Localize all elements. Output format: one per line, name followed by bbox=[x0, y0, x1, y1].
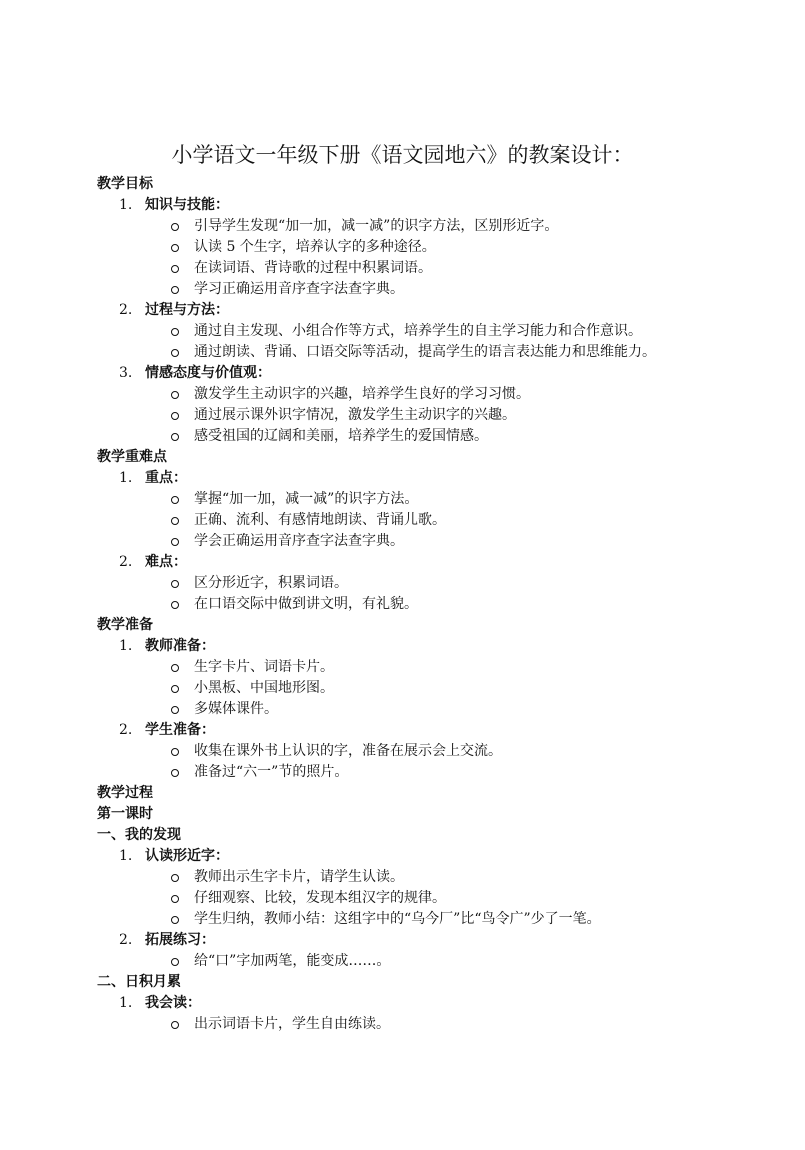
bullet-item bbox=[97, 279, 777, 300]
bullet-text: 学会正确运用音序查字法查字典。 bbox=[194, 533, 404, 549]
hollow-bullet-icon bbox=[171, 223, 179, 231]
hollow-bullet-icon bbox=[171, 391, 179, 399]
outline-item bbox=[97, 300, 777, 321]
outline-item bbox=[97, 993, 777, 1014]
document-title: 小学语文一年级下册《语文园地六》的教案设计： bbox=[171, 143, 634, 167]
hollow-bullet-icon bbox=[171, 706, 179, 714]
bullet-text: 多媒体课件。 bbox=[194, 701, 278, 717]
outline-item bbox=[97, 195, 777, 216]
bullet-item bbox=[97, 258, 777, 279]
item-label: 情感态度与价值观： bbox=[145, 365, 271, 381]
item-number: 1. bbox=[119, 470, 133, 486]
item-label: 学生准备： bbox=[145, 722, 215, 738]
bullet-text: 出示词语卡片，学生自由练读。 bbox=[194, 1016, 390, 1032]
hollow-bullet-icon bbox=[171, 685, 179, 693]
bullet-text: 在口语交际中做到讲文明，有礼貌。 bbox=[194, 596, 418, 612]
bullet-item bbox=[97, 405, 777, 426]
item-label: 难点： bbox=[145, 554, 187, 570]
bullet-item bbox=[97, 573, 777, 594]
hollow-bullet-icon bbox=[171, 958, 179, 966]
hollow-bullet-icon bbox=[171, 538, 179, 546]
section-heading: 教学目标 bbox=[97, 176, 153, 192]
hollow-bullet-icon bbox=[171, 412, 179, 420]
bullet-text: 收集在课外书上认识的字，准备在展示会上交流。 bbox=[194, 743, 502, 759]
bullet-text: 学习正确运用音序查字法查字典。 bbox=[194, 281, 404, 297]
bullet-item bbox=[97, 741, 777, 762]
bullet-item bbox=[97, 699, 777, 720]
hollow-bullet-icon bbox=[171, 916, 179, 924]
item-label: 教师准备： bbox=[145, 638, 215, 654]
bullet-item bbox=[97, 678, 777, 699]
hollow-bullet-icon bbox=[171, 580, 179, 588]
hollow-bullet-icon bbox=[171, 328, 179, 336]
hollow-bullet-icon bbox=[171, 748, 179, 756]
item-number: 1. bbox=[119, 197, 133, 213]
item-label: 过程与方法： bbox=[145, 302, 229, 318]
item-label: 重点： bbox=[145, 470, 187, 486]
item-number: 3. bbox=[119, 365, 133, 381]
bullet-text: 区分形近字，积累词语。 bbox=[194, 575, 348, 591]
section-heading: 教学过程 bbox=[97, 785, 153, 801]
hollow-bullet-icon bbox=[171, 1021, 179, 1029]
bullet-item bbox=[97, 888, 777, 909]
section-heading: 教学重难点 bbox=[97, 449, 167, 465]
outline-item bbox=[97, 720, 777, 741]
document-body bbox=[97, 174, 777, 1035]
bullet-text: 认读 5 个生字，培养认字的多种途径。 bbox=[194, 239, 436, 255]
hollow-bullet-icon bbox=[171, 517, 179, 525]
section-heading: 一、我的发现 bbox=[97, 827, 181, 843]
bullet-item bbox=[97, 510, 777, 531]
section-heading: 二、日积月累 bbox=[97, 974, 181, 990]
bullet-text: 在读词语、背诗歌的过程中积累词语。 bbox=[194, 260, 432, 276]
bullet-text: 激发学生主动识字的兴趣，培养学生良好的学习习惯。 bbox=[194, 386, 530, 402]
bullet-text: 学生归纳，教师小结：这组字中的“乌今厂”比“鸟令广”少了一笔。 bbox=[194, 911, 601, 927]
item-label: 认读形近字： bbox=[145, 848, 229, 864]
item-label: 知识与技能： bbox=[145, 197, 229, 213]
bullet-text: 小黑板、中国地形图。 bbox=[194, 680, 334, 696]
bullet-item bbox=[97, 951, 777, 972]
item-number: 2. bbox=[119, 554, 133, 570]
bullet-text: 通过自主发现、小组合作等方式，培养学生的自主学习能力和合作意识。 bbox=[194, 323, 642, 339]
bullet-item bbox=[97, 237, 777, 258]
outline-item bbox=[97, 552, 777, 573]
bullet-text: 给“口”字加两笔，能变成……。 bbox=[194, 953, 391, 969]
hollow-bullet-icon bbox=[171, 895, 179, 903]
bullet-item bbox=[97, 762, 777, 783]
hollow-bullet-icon bbox=[171, 286, 179, 294]
bullet-text: 教师出示生字卡片，请学生认读。 bbox=[194, 869, 404, 885]
hollow-bullet-icon bbox=[171, 874, 179, 882]
hollow-bullet-icon bbox=[171, 601, 179, 609]
item-number: 1. bbox=[119, 995, 133, 1011]
bullet-text: 通过展示课外识字情况，激发学生主动识字的兴趣。 bbox=[194, 407, 516, 423]
outline-item bbox=[97, 636, 777, 657]
bullet-item bbox=[97, 321, 777, 342]
outline-item bbox=[97, 846, 777, 867]
bullet-item bbox=[97, 1014, 777, 1035]
item-number: 1. bbox=[119, 848, 133, 864]
bullet-item bbox=[97, 489, 777, 510]
item-label: 拓展练习： bbox=[145, 932, 215, 948]
hollow-bullet-icon bbox=[171, 433, 179, 441]
bullet-text: 掌握“加一加，减一减”的识字方法。 bbox=[194, 491, 419, 507]
hollow-bullet-icon bbox=[171, 244, 179, 252]
bullet-item bbox=[97, 342, 777, 363]
bullet-item bbox=[97, 531, 777, 552]
bullet-text: 正确、流利、有感情地朗读、背诵儿歌。 bbox=[194, 512, 446, 528]
outline-item bbox=[97, 930, 777, 951]
bullet-item bbox=[97, 216, 777, 237]
item-number: 2. bbox=[119, 302, 133, 318]
bullet-item bbox=[97, 384, 777, 405]
bullet-item bbox=[97, 909, 777, 930]
hollow-bullet-icon bbox=[171, 349, 179, 357]
item-label: 我会读： bbox=[145, 995, 201, 1011]
bullet-item bbox=[97, 426, 777, 447]
section-heading: 第一课时 bbox=[97, 806, 153, 822]
hollow-bullet-icon bbox=[171, 265, 179, 273]
item-number: 2. bbox=[119, 932, 133, 948]
outline-item bbox=[97, 363, 777, 384]
bullet-text: 感受祖国的辽阔和美丽，培养学生的爱国情感。 bbox=[194, 428, 488, 444]
bullet-item bbox=[97, 594, 777, 615]
hollow-bullet-icon bbox=[171, 496, 179, 504]
outline-item bbox=[97, 468, 777, 489]
item-number: 2. bbox=[119, 722, 133, 738]
item-number: 1. bbox=[119, 638, 133, 654]
hollow-bullet-icon bbox=[171, 664, 179, 672]
bullet-text: 准备过“六一”节的照片。 bbox=[194, 764, 349, 780]
bullet-text: 引导学生发现“加一加，减一减”的识字方法，区别形近字。 bbox=[194, 218, 559, 234]
bullet-item bbox=[97, 867, 777, 888]
bullet-text: 仔细观察、比较，发现本组汉字的规律。 bbox=[194, 890, 446, 906]
section-heading: 教学准备 bbox=[97, 617, 153, 633]
hollow-bullet-icon bbox=[171, 769, 179, 777]
bullet-text: 通过朗读、背诵、口语交际等活动，提高学生的语言表达能力和思维能力。 bbox=[194, 344, 656, 360]
bullet-text: 生字卡片、词语卡片。 bbox=[194, 659, 334, 675]
bullet-item bbox=[97, 657, 777, 678]
